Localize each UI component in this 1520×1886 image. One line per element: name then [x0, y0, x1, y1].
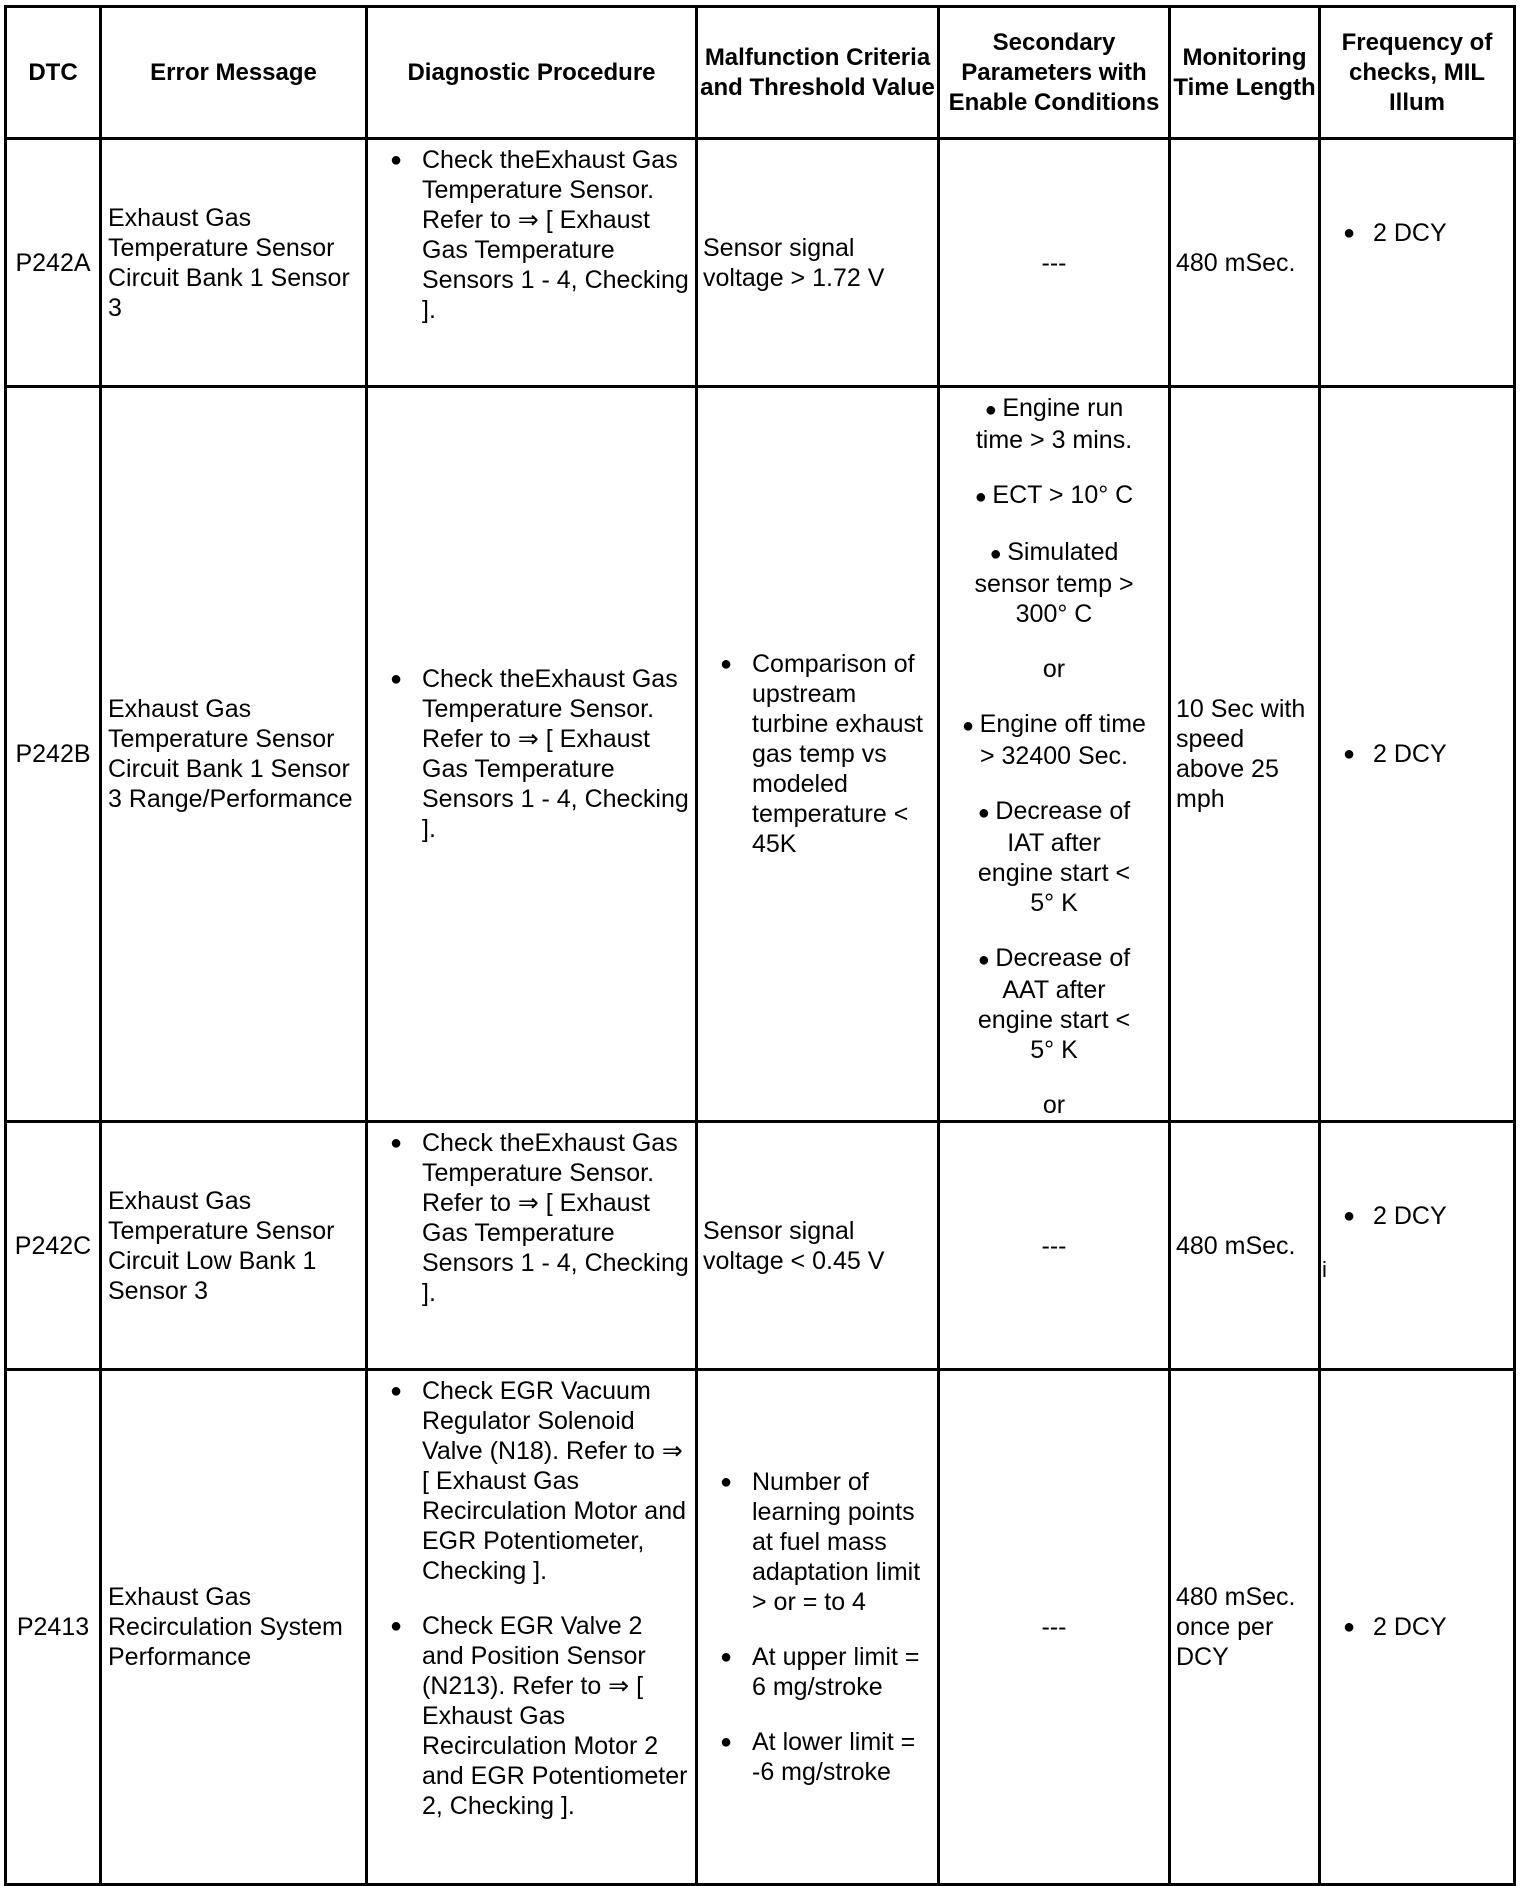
frequency	[1320, 1370, 1515, 1885]
error-message: Exhaust Gas Temperature Sensor Circuit Low Bank 1 Sensor 3	[101, 1122, 367, 1370]
dtc-code: P242B	[6, 387, 101, 1122]
procedure-item: ● Check EGR Valve 2 and Position Sensor (N213). Refer to ⇒ [ Exhaust Gas Recirculation Motor 2 and EGR Potentiometer 2, Checking ].	[368, 1611, 695, 1821]
table-row	[6, 1370, 1515, 1885]
secondary-or: or	[1042, 655, 1066, 683]
diagnostic-procedure	[367, 1370, 697, 1885]
secondary-parameters	[939, 387, 1170, 1122]
monitoring-time: 10 Sec with speed above 25 mph	[1170, 387, 1320, 1122]
header-secondary-parameters: Secondary Parameters with Enable Conditions	[939, 7, 1170, 139]
secondary-or: or	[1042, 1091, 1066, 1119]
secondary-parameters: ---	[939, 139, 1170, 387]
criteria-item: ● At upper limit = 6 mg/stroke	[698, 1642, 937, 1702]
frequency-item: ● 2 DCY	[1321, 739, 1513, 769]
dtc-code: P242A	[6, 139, 101, 387]
malfunction-criteria	[697, 387, 939, 1122]
table-row	[6, 1122, 1515, 1370]
malfunction-criteria	[697, 1370, 939, 1885]
frequency-item: ● 2 DCY	[1321, 1612, 1513, 1642]
secondary-item: ● Decrease of AAT after engine start < 5° K	[969, 943, 1139, 1065]
stray-mark: i	[1322, 1257, 1327, 1282]
header-frequency: Frequency of checks, MIL Illum	[1320, 7, 1515, 139]
frequency	[1320, 1122, 1515, 1370]
header-dtc: DTC	[6, 7, 101, 139]
error-message: Exhaust Gas Temperature Sensor Circuit Bank 1 Sensor 3	[101, 139, 367, 387]
table-row	[6, 139, 1515, 387]
error-message: Exhaust Gas Temperature Sensor Circuit Bank 1 Sensor 3 Range/Performance	[101, 387, 367, 1122]
secondary-item: ● Engine off time > 32400 Sec.	[952, 709, 1157, 771]
procedure-item: ● Check theExhaust Gas Temperature Sensor. Refer to ⇒ [ Exhaust Gas Temperature Sensors 1 - 4, Checking ].	[368, 145, 695, 325]
frequency	[1320, 139, 1515, 387]
secondary-parameters: ---	[939, 1122, 1170, 1370]
header-monitoring-time: Monitoring Time Length	[1170, 7, 1320, 139]
monitoring-time: 480 mSec.	[1170, 1122, 1320, 1370]
monitoring-time: 480 mSec.	[1170, 139, 1320, 387]
secondary-item: ● ECT > 10° C	[954, 480, 1154, 512]
secondary-parameters: ---	[939, 1370, 1170, 1885]
header-row	[6, 7, 1515, 139]
frequency-item: ● 2 DCY	[1321, 1201, 1513, 1231]
frequency-item: ● 2 DCY	[1321, 218, 1513, 248]
diagnostic-procedure	[367, 1122, 697, 1370]
secondary-item: ● Simulated sensor temp > 300° C	[969, 537, 1139, 629]
malfunction-criteria: Sensor signal voltage < 0.45 V	[697, 1122, 939, 1370]
secondary-item: ● Engine run time > 3 mins.	[969, 393, 1139, 455]
malfunction-criteria: Sensor signal voltage > 1.72 V	[697, 139, 939, 387]
diagnostic-procedure	[367, 139, 697, 387]
procedure-item: ● Check theExhaust Gas Temperature Sensor. Refer to ⇒ [ Exhaust Gas Temperature Sensors 1 - 4, Checking ].	[368, 664, 695, 844]
dtc-table	[4, 5, 1516, 1886]
criteria-item: ● At lower limit = -6 mg/stroke	[698, 1727, 937, 1787]
secondary-item: ● Decrease of IAT after engine start < 5° K	[969, 796, 1139, 918]
dtc-code: P2413	[6, 1370, 101, 1885]
diagnostic-procedure	[367, 387, 697, 1122]
header-malfunction-criteria: Malfunction Criteria and Threshold Value	[697, 7, 939, 139]
frequency	[1320, 387, 1515, 1122]
dtc-code: P242C	[6, 1122, 101, 1370]
header-error-message: Error Message	[101, 7, 367, 139]
criteria-item: ● Comparison of upstream turbine exhaust gas temp vs modeled temperature < 45K	[698, 649, 937, 859]
header-diagnostic-procedure: Diagnostic Procedure	[367, 7, 697, 139]
error-message: Exhaust Gas Recirculation System Performance	[101, 1370, 367, 1885]
monitoring-time: 480 mSec. once per DCY	[1170, 1370, 1320, 1885]
table-row	[6, 387, 1515, 1122]
procedure-item: ● Check theExhaust Gas Temperature Sensor. Refer to ⇒ [ Exhaust Gas Temperature Sensors 1 - 4, Checking ].	[368, 1128, 695, 1308]
procedure-item: ● Check EGR Vacuum Regulator Solenoid Valve (N18). Refer to ⇒ [ Exhaust Gas Recirculation Motor and EGR Potentiometer, Checking ].	[368, 1376, 695, 1586]
criteria-item: ● Number of learning points at fuel mass adaptation limit > or = to 4	[698, 1467, 937, 1617]
